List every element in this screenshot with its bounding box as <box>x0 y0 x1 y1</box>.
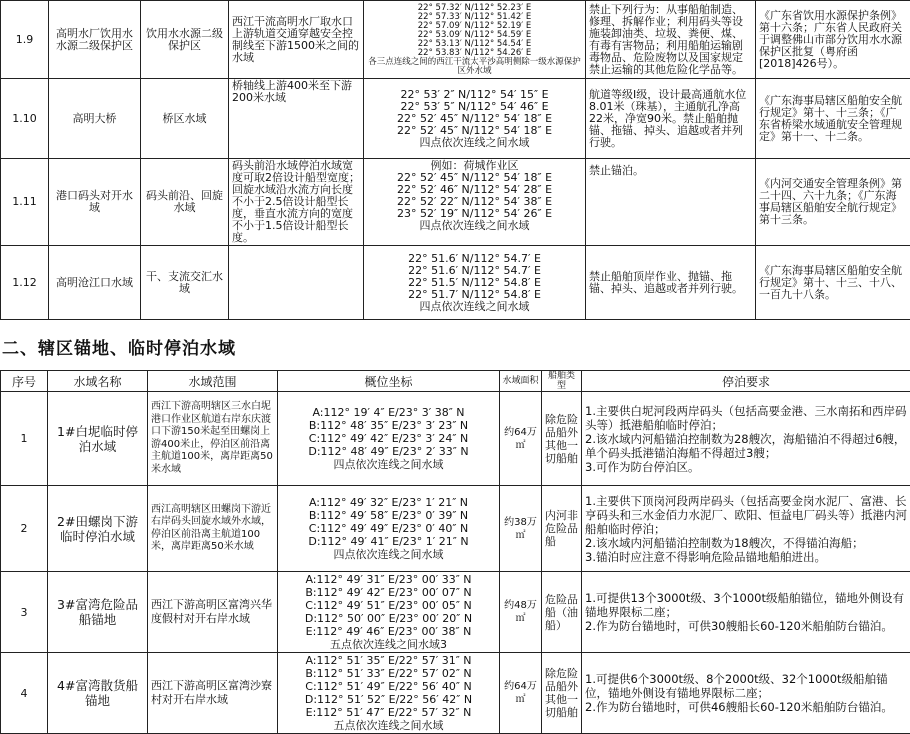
row-stop-requirement <box>582 653 910 734</box>
row-name: 高明沧江口水域 <box>49 246 141 320</box>
row-name: 4#富湾散货船锚地 <box>48 653 148 734</box>
section-title: 二、辖区锚地、临时停泊水域 <box>2 334 236 359</box>
coord-line: 22° 57.33′ N/112° 51.42′ E <box>367 13 582 22</box>
coord-line: 22° 53.13′ N/112° 54.54′ E <box>367 40 582 49</box>
coord-line: 22° 57.09′ N/112° 52.19′ E <box>367 22 582 31</box>
coord-line: D:112° 48′ 49″ E/23° 2′ 33″ N <box>281 445 496 458</box>
stop-item: 2.作为防台锚地时，可供46艘船长60-120米船舶防台锚泊。 <box>585 700 907 714</box>
coord-line: D:112° 50′ 00″ E/23° 00′ 20″ N <box>281 612 496 625</box>
row-seq: 1.10 <box>1 79 49 159</box>
coord-note: 四点依次连线之间水域 <box>367 137 582 149</box>
coord-line: D:112° 49′ 41″ E/23° 1′ 21″ N <box>281 535 496 548</box>
row-requirement: 航道等级Ⅰ级，设计最高通航水位8.01米（珠基），主通航孔净高22米，净宽90米。禁止船舶抛锚、拖锚、掉头、追越或者并列行驶。 <box>586 79 756 159</box>
stop-item: 2.该水域内河船锚泊控制数为28艘次，海船锚泊不得超过6艘，单个码头抵港锚泊海船不得超过3艘； <box>585 432 907 460</box>
table-row <box>1 486 910 572</box>
coord-note: 五点依次连线之间水域3 <box>281 638 496 651</box>
coord-line: 23° 52′ 19″ N/112° 54′ 26″ E <box>367 208 582 220</box>
row-ship-type: 除危险品船外其他一切船舶 <box>542 653 582 734</box>
coord-note: 四点依次连线之间水域 <box>281 548 496 561</box>
coord-line: A:112° 51′ 35″ E/22° 57′ 31″ N <box>281 654 496 667</box>
coord-line: C:112° 49′ 49″ E/23° 0′ 40″ N <box>281 522 496 535</box>
row-type: 桥区水域 <box>141 79 229 159</box>
stop-item: 3.可作为防台停泊区。 <box>585 460 907 474</box>
row-name: 港口码头对开水域 <box>49 159 141 246</box>
row-coords <box>364 159 586 246</box>
row-requirement: 禁止船舶顶岸作业、抛锚、拖锚、掉头、追越或者并列行驶。 <box>586 246 756 320</box>
stop-item: 1.可提供13个3000t级、3个1000t级船舶锚位，锚地外侧设有锚地界限标二座； <box>585 591 907 619</box>
row-range: 西江干流高明水厂取水口上游轨道交通穿越安全控制线至下游1500米之间的水域 <box>229 1 364 79</box>
coord-line: 22° 52′ 46″ N/112° 54′ 28″ E <box>367 184 582 196</box>
row-type: 干、支流交汇水域 <box>141 246 229 320</box>
coord-note: 四点依次连线之间水域 <box>281 458 496 471</box>
coord-line: 22° 53′ 2″ N/112° 54′ 15″ E <box>367 89 582 101</box>
row-basis: 《广东海事局辖区船舶安全航行规定》第十、十三条；《广东省桥梁水域通航安全管理规定》第十一、十二条。 <box>756 79 910 159</box>
coord-line: 22° 52′ 45″ N/112° 54′ 18″ E <box>367 172 582 184</box>
coord-line: B:112° 51′ 33″ E/22° 57′ 02″ N <box>281 667 496 680</box>
row-ship-type: 内河非危险品船 <box>542 486 582 572</box>
header-seq: 序号 <box>1 371 48 392</box>
table-row <box>1 653 910 734</box>
stop-item: 2.作为防台锚地时，可供30艘船长60-120米船舶防台锚泊。 <box>585 619 907 633</box>
coord-note: 五点依次连线之间水域 <box>281 719 496 732</box>
row-requirement: 禁止下列行为：从事船舶制造、修理、拆解作业；利用码头等设施装卸油类、垃圾、粪便、煤、有毒有害物品；利用船舶运输剧毒物品、危险废物以及国家规定禁止运输的其他危险化学品等。 <box>586 1 756 79</box>
row-coords <box>364 246 586 320</box>
row-ship-type: 危险品船（油船） <box>542 572 582 653</box>
coord-line: A:112° 49′ 32″ E/23° 1′ 21″ N <box>281 496 496 509</box>
row-range: 西江下游高明区富湾沙寮村对开右岸水域 <box>148 653 278 734</box>
row-area: 约38万㎡ <box>500 486 542 572</box>
coord-line: C:112° 49′ 51″ E/23° 00′ 05″ N <box>281 599 496 612</box>
header-coords: 概位坐标 <box>278 371 500 392</box>
row-coords <box>364 1 586 79</box>
stop-item: 3.锚泊时应注意不得影响危险品锚地船舶进出。 <box>585 550 907 564</box>
table-row <box>1 392 910 486</box>
coord-line: D:112° 51′ 52″ E/22° 56′ 42″ N <box>281 693 496 706</box>
row-coords <box>364 79 586 159</box>
header-area: 水域面积 <box>500 371 542 392</box>
stop-item: 2.该水域内河船锚泊控制数为18艘次，不得锚泊海船； <box>585 536 907 550</box>
coord-line: B:112° 48′ 35″ E/23° 3′ 23″ N <box>281 419 496 432</box>
row-seq: 1.11 <box>1 159 49 246</box>
row-coords <box>278 392 500 486</box>
row-area: 约64万㎡ <box>500 392 542 486</box>
row-name: 高明大桥 <box>49 79 141 159</box>
row-range: 西江下游高明区富湾兴华度假村对开右岸水域 <box>148 572 278 653</box>
row-seq: 3 <box>1 572 48 653</box>
coord-line: B:112° 49′ 42″ E/23° 00′ 07″ N <box>281 586 496 599</box>
stop-item: 1.主要供下顶岗河段两岸码头（包括高要金岗水泥厂、富港、长亨码头和三水金佰力水泥厂、欧阳、恒益电厂码头等）抵港内河船舶临时停泊； <box>585 494 907 536</box>
row-range: 西江下游高明辖区三水白坭港口作业区航道右岸东庆渡口下游150米起至田螺岗上游400米止，停泊区前沿离主航道100米，离岸距离50米水域 <box>148 392 278 486</box>
row-range: 西江高明辖区田螺岗下游近右岸码头回旋水域外水域，停泊区前沿离主航道100米，离岸距离50米水域 <box>148 486 278 572</box>
coord-note: 四点依次连线之间水域 <box>367 301 582 313</box>
table-row <box>1 159 910 246</box>
row-area: 约64万㎡ <box>500 653 542 734</box>
coord-line: A:112° 19′ 4″ E/23° 3′ 38″ N <box>281 406 496 419</box>
header-range: 水域范围 <box>148 371 278 392</box>
coord-line: E:112° 49′ 46″ E/23° 00′ 38″ N <box>281 625 496 638</box>
row-basis: 《内河交通安全管理条例》第二十四、六十九条；《广东海事局辖区船舶安全航行规定》第十三条。 <box>756 159 910 246</box>
row-basis: 《广东海事局辖区船舶安全航行规定》第十、十三、十八、一百九十八条。 <box>756 246 910 320</box>
coord-line: C:112° 49′ 42″ E/23° 3′ 24″ N <box>281 432 496 445</box>
row-range <box>229 246 364 320</box>
row-stop-requirement <box>582 486 910 572</box>
header-stop: 停泊要求 <box>582 371 910 392</box>
coord-heading: 例如：荷城作业区 <box>367 160 582 172</box>
coord-line: C:112° 51′ 49″ E/22° 56′ 40″ N <box>281 680 496 693</box>
coord-line: B:112° 49′ 58″ E/23° 0′ 39″ N <box>281 509 496 522</box>
coord-note: 四点依次连线之间水域 <box>367 220 582 232</box>
row-type: 饮用水水源二级保护区 <box>141 1 229 79</box>
table-row <box>1 572 910 653</box>
row-area: 约48万㎡ <box>500 572 542 653</box>
coord-line: 22° 53′ 5″ N/112° 54′ 46″ E <box>367 101 582 113</box>
row-name: 3#富湾危险品船锚地 <box>48 572 148 653</box>
coord-line: 22° 51.6′ N/112° 54.7′ E <box>367 265 582 277</box>
row-range: 码头前沿水域停泊水域宽度可取2倍设计船型宽度；回旋水域沿水流方向长度不小于2.5倍设计船型长度，垂直水流方向的宽度不小于1.5倍设计船型长度。 <box>229 159 364 246</box>
header-name: 水域名称 <box>48 371 148 392</box>
coord-line: 22° 53.83′ N/112° 54.26′ E <box>367 49 582 58</box>
row-ship-type: 除危险品船外其他一切船舶 <box>542 392 582 486</box>
row-name: 2#田螺岗下游临时停泊水域 <box>48 486 148 572</box>
row-coords <box>278 486 500 572</box>
coord-line: 22° 52′ 45″ N/112° 54′ 18″ E <box>367 113 582 125</box>
table-row <box>1 246 910 320</box>
coord-line: 22° 53.09′ N/112° 54.59′ E <box>367 31 582 40</box>
table-row <box>1 79 910 159</box>
row-stop-requirement <box>582 572 910 653</box>
row-seq: 2 <box>1 486 48 572</box>
coord-line: 22° 51.7′ N/112° 54.8′ E <box>367 289 582 301</box>
row-coords <box>278 572 500 653</box>
coord-line: E:112° 51′ 47″ E/22° 57′ 32″ N <box>281 706 496 719</box>
table-header-row <box>1 371 910 392</box>
row-name: 1#白坭临时停泊水域 <box>48 392 148 486</box>
coord-line: 22° 51.5′ N/112° 54.8′ E <box>367 277 582 289</box>
coord-line: 22° 52′ 45″ N/112° 54′ 18″ E <box>367 125 582 137</box>
coord-line: 22° 57.32′ N/112° 52.23′ E <box>367 4 582 13</box>
row-seq: 1 <box>1 392 48 486</box>
stop-item: 1.可提供6个3000t级、8个2000t级、32个1000t级船舶锚位，锚地外侧设有锚地界限标二座； <box>585 672 907 700</box>
coord-line: A:112° 49′ 31″ E/23° 00′ 33″ N <box>281 573 496 586</box>
row-requirement: 禁止锚泊。 <box>586 159 756 246</box>
row-coords <box>278 653 500 734</box>
waterway-table-continued <box>0 0 910 320</box>
coord-line: 22° 52′ 22″ N/112° 54′ 38″ E <box>367 196 582 208</box>
anchorage-table <box>0 370 910 734</box>
row-basis: 《广东省饮用水源保护条例》第十六条；广东省人民政府关于调整佛山市部分饮用水水源保护区批复（粤府函[2018]426号）。 <box>756 1 910 79</box>
coord-line: 22° 51.6′ N/112° 54.7′ E <box>367 253 582 265</box>
row-seq: 4 <box>1 653 48 734</box>
table-row <box>1 1 910 79</box>
row-name: 高明水厂饮用水水源二级保护区 <box>49 1 141 79</box>
stop-item: 1.主要供白坭河段两岸码头（包括高要金港、三水南拓和西岸码头等）抵港船舶临时停泊； <box>585 404 907 432</box>
coord-note: 各三点连线之间的西江干流太平沙高明侧除一级水源保护区外水域 <box>367 58 582 76</box>
row-seq: 1.9 <box>1 1 49 79</box>
row-seq: 1.12 <box>1 246 49 320</box>
row-stop-requirement <box>582 392 910 486</box>
row-range: 桥轴线上游400米至下游200米水域 <box>229 79 364 159</box>
header-ship: 船舶类型 <box>542 371 582 392</box>
row-type: 码头前沿、回旋水域 <box>141 159 229 246</box>
